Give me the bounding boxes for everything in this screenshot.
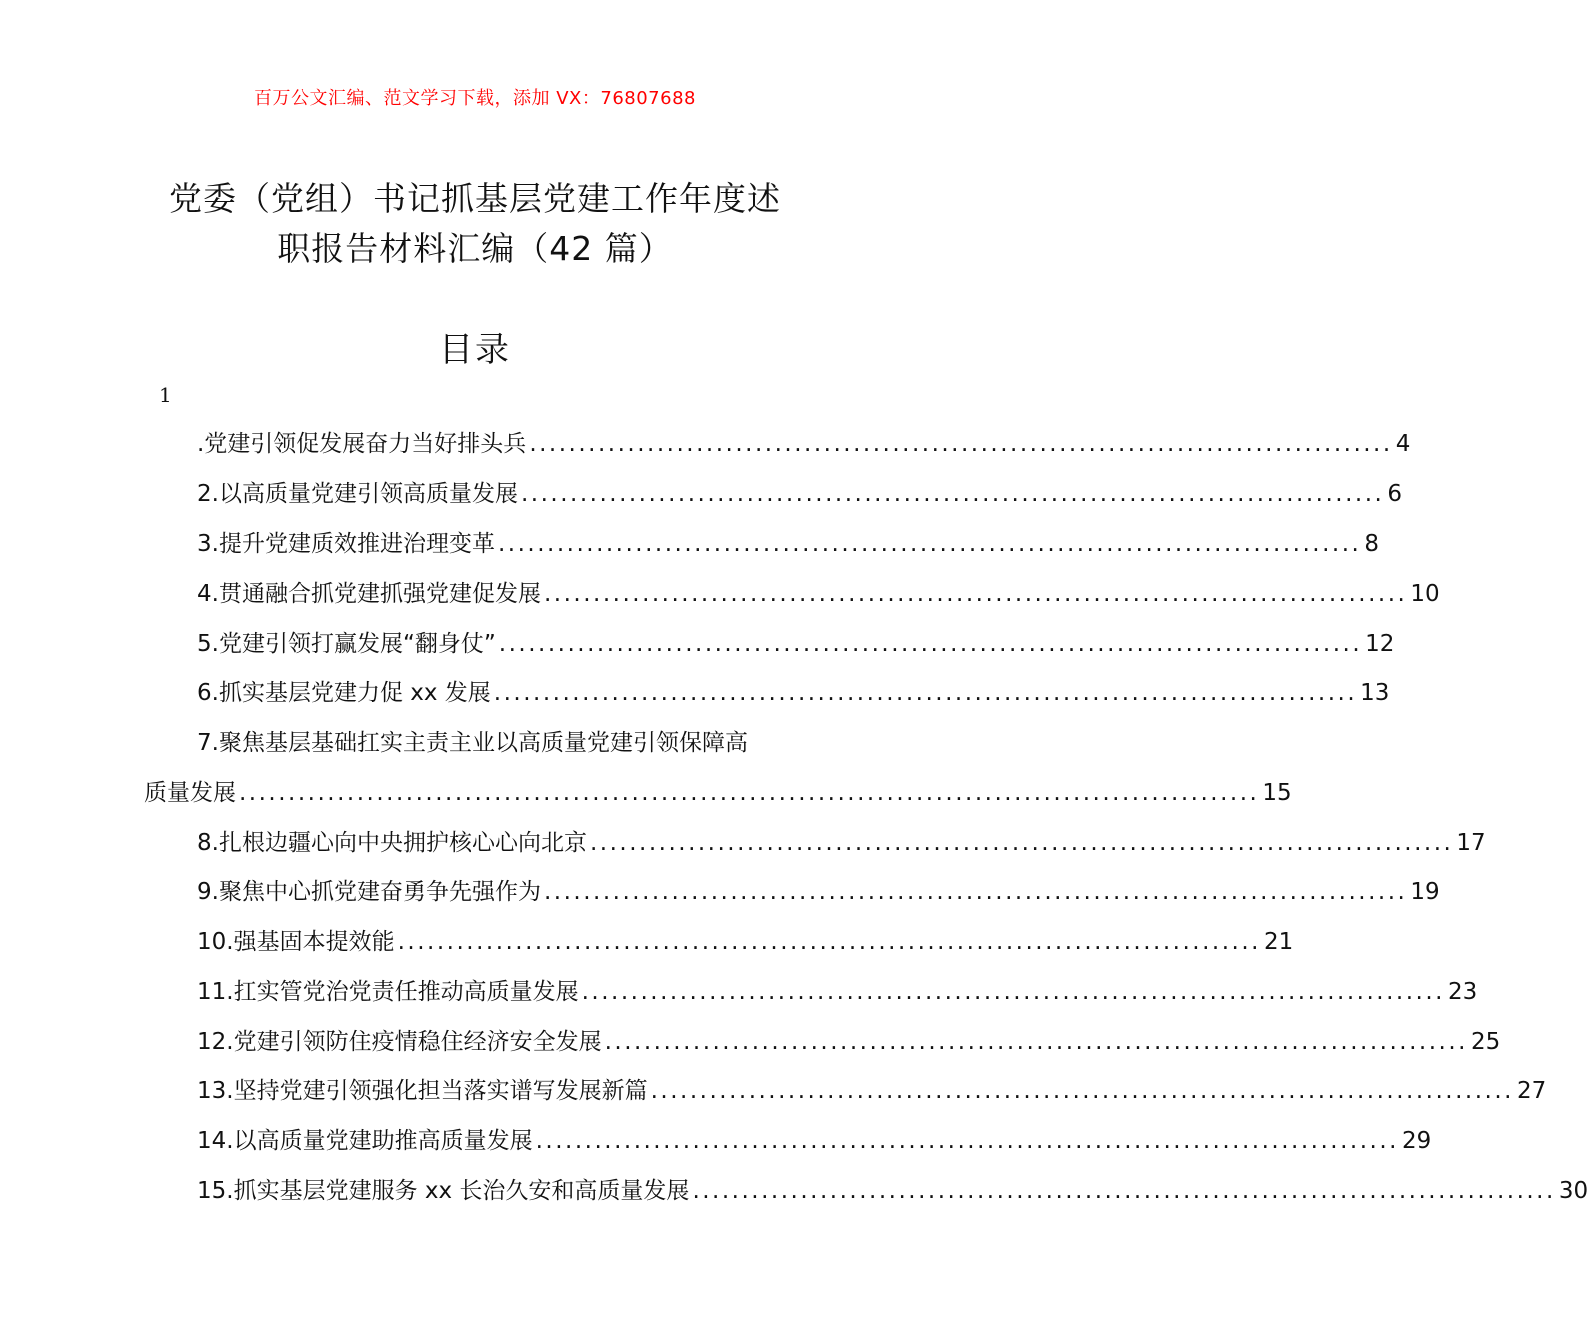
toc-entry-page: 17 <box>1456 830 1486 856</box>
toc-entry-title: 15.抓实基层党建服务 xx 长治久安和高质量发展 <box>197 1178 690 1204</box>
toc-entry-page: 15 <box>1262 780 1292 806</box>
toc-leader-dots: ........................................................................................ <box>493 680 1358 706</box>
toc-entry[interactable] <box>197 1025 1501 1059</box>
toc-entry-title: 2.以高质量党建引领高质量发展 <box>197 481 518 507</box>
toc-leader-dots: ........................................................................................ <box>497 531 1362 557</box>
toc-entry-title: .党建引领促发展奋力当好排头兵 <box>197 431 527 457</box>
toc-entry-title: 9.聚焦中心抓党建奋勇争先强作为 <box>197 879 541 905</box>
toc-entry[interactable] <box>197 1124 1432 1158</box>
toc-leader-dots: ........................................................................................ <box>650 1078 1514 1104</box>
toc-leader-dots: ........................................................................................ <box>529 431 1393 457</box>
toc-entry[interactable] <box>197 577 1440 611</box>
toc-entry-title: 4.贯通融合抓党建抓强党建促发展 <box>197 581 541 607</box>
toc-entry[interactable] <box>197 975 1478 1009</box>
toc-entry-title: 13.坚持党建引领强化担当落实谱写发展新篇 <box>197 1078 648 1104</box>
toc-entry-page: 8 <box>1364 531 1379 557</box>
toc-entry[interactable] <box>144 776 1292 810</box>
toc-entry-page: 29 <box>1401 1128 1432 1154</box>
toc-entry-page: 13 <box>1360 680 1390 706</box>
toc-entry-page: 12 <box>1365 631 1395 657</box>
toc-entry[interactable] <box>197 627 1395 661</box>
toc-leader-dots: ........................................................................................ <box>397 929 1261 955</box>
toc-entry-page: 27 <box>1516 1078 1547 1104</box>
toc-entry-page: 23 <box>1447 979 1478 1005</box>
toc-entry[interactable] <box>197 676 1390 710</box>
toc-entry-title: 8.扎根边疆心向中央拥护核心心向北京 <box>197 830 587 856</box>
document-title-line-1: 党委（党组）书记抓基层党建工作年度述 <box>169 179 781 218</box>
toc-entry[interactable] <box>197 925 1294 959</box>
toc-leader-dots: ........................................................................................................ <box>239 780 1260 806</box>
toc-entry-title: 14.以高质量党建助推高质量发展 <box>197 1128 533 1154</box>
toc-entry[interactable] <box>197 875 1440 909</box>
toc-entry-title: 6.抓实基层党建力促 xx 发展 <box>197 680 491 706</box>
toc-leader-dots: ........................................................................................ <box>535 1128 1399 1154</box>
toc-leader-dots: ........................................................................................ <box>604 1029 1468 1055</box>
toc-heading: 目录 <box>439 330 511 370</box>
toc-leader-dots: ........................................................................................ <box>498 631 1363 657</box>
watermark-banner: 百万公文汇编、范文学习下载，添加 VX：76807688 <box>254 88 696 109</box>
toc-leader-dots: ........................................................................................ <box>543 581 1408 607</box>
toc-entry-page: 30 <box>1558 1178 1588 1204</box>
toc-entry-page: 19 <box>1410 879 1440 905</box>
toc-entry-page: 4 <box>1395 431 1411 457</box>
toc-entry-title: 12.党建引领防住疫情稳住经济安全发展 <box>197 1029 602 1055</box>
toc-entry-page: 21 <box>1263 929 1294 955</box>
toc-leader-dots: ........................................................................................ <box>589 830 1454 856</box>
toc-entry-title: 10.强基固本提效能 <box>197 929 395 955</box>
toc-entry-title: 7.聚焦基层基础扛实主责主业以高质量党建引领保障高 <box>197 730 748 756</box>
toc-entry[interactable] <box>197 527 1379 561</box>
document-title-line-2: 职报告材料汇编（42 篇） <box>277 229 673 268</box>
toc-entry-page: 6 <box>1387 481 1402 507</box>
toc-entry[interactable] <box>197 427 1411 461</box>
toc-entry[interactable] <box>197 477 1402 511</box>
toc-entry[interactable] <box>197 1074 1547 1108</box>
toc-entry-title: 11.扛实管党治党责任推动高质量发展 <box>197 979 579 1005</box>
toc-leader-dots: ........................................................................................ <box>692 1178 1556 1204</box>
toc-leader-dots: ........................................................................................ <box>581 979 1445 1005</box>
list-marker: 1 <box>159 383 172 407</box>
toc-entry-title: 质量发展 <box>144 780 236 806</box>
toc-entry[interactable] <box>197 826 1486 860</box>
toc-entry-title: 5.党建引领打赢发展“翻身仗” <box>197 631 496 657</box>
toc-entry-wrapped-line[interactable] <box>197 726 806 760</box>
toc-leader-dots: ........................................................................................ <box>520 481 1385 507</box>
toc-entry[interactable] <box>197 1174 1588 1208</box>
toc-entry-page: 10 <box>1410 581 1440 607</box>
toc-leader-dots: ........................................................................................ <box>543 879 1408 905</box>
toc-entry-title: 3.提升党建质效推进治理变革 <box>197 531 495 557</box>
toc-entry-page: 25 <box>1470 1029 1501 1055</box>
